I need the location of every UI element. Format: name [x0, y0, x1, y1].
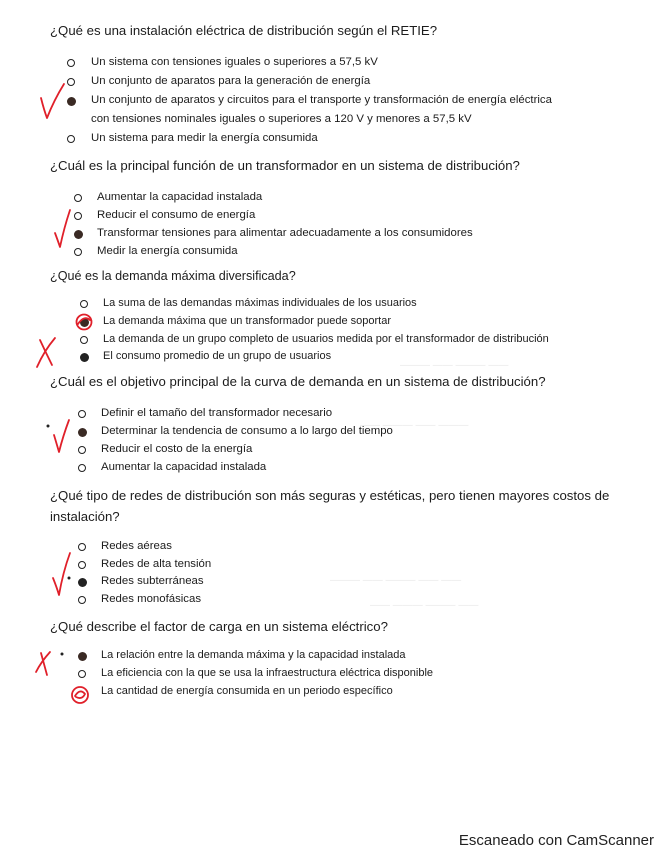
q2-option-1: Aumentar la capacidad instalada	[97, 191, 263, 203]
question-4-text: ¿Cuál es el objetivo principal de la curva de demanda en un sistema de distribución?	[50, 374, 546, 389]
bleed-through-text: —— ——— ——— ——	[370, 600, 479, 611]
cross-icon	[36, 652, 50, 672]
q2-option-4: Medir la energía consumida	[97, 245, 238, 257]
q2-option-2: Reducir el consumo de energía	[97, 209, 256, 221]
q3-option-2: La demanda máxima que un transformador puede soportar	[103, 315, 392, 327]
q1-option-4: Un sistema para medir la energía consumida	[91, 132, 318, 144]
q1-option-1: Un sistema con tensiones iguales o superiores a 57,5 kV	[91, 56, 378, 68]
circle-mark-icon	[78, 318, 90, 324]
checkmark-icon	[53, 553, 70, 595]
pen-dot-icon	[68, 577, 71, 580]
q1-option-3: Un conjunto de aparatos y circuitos para el transporte y transformación de energía eléctrica	[91, 94, 552, 106]
q5-option-4: Redes monofásicas	[101, 593, 202, 605]
question-6-text: ¿Qué describe el factor de carga en un sistema eléctrico?	[50, 619, 388, 634]
scanner-watermark: Escaneado con CamScanner	[458, 832, 654, 849]
q6-option-3: La cantidad de energía consumida en un periodo específico	[101, 685, 393, 697]
q4-option-2: Determinar la tendencia de consumo a lo largo del tiempo	[101, 425, 393, 437]
bleed-through-text: ——— —— ——— ——	[400, 360, 509, 371]
q1-option-3-continuation: con tensiones nominales iguales o superiores a 120 V y menores a 57,5 kV	[91, 113, 472, 125]
question-1-text: ¿Qué es una instalación eléctrica de distribución según el RETIE?	[50, 23, 438, 38]
circle-mark-icon	[72, 687, 88, 703]
question-3-text: ¿Qué es la demanda máxima diversificada?	[50, 269, 296, 283]
bleed-through-text: —— ——— —— ———	[360, 420, 469, 431]
circle-mark-icon	[75, 691, 85, 698]
q5-option-1: Redes aéreas	[101, 540, 172, 552]
checkmark-icon	[41, 84, 64, 118]
q4-option-3: Reducir el costo de la energía	[101, 443, 253, 455]
bleed-through-text: ——— —— ——— —— ——	[330, 575, 462, 586]
q3-option-4: El consumo promedio de un grupo de usuarios	[103, 350, 332, 362]
checkmark-icon	[55, 210, 70, 247]
pen-dot-icon	[61, 653, 64, 656]
q2-option-3: Transformar tensiones para alimentar adecuadamente a los consumidores	[97, 227, 473, 239]
question-2-text: ¿Cuál es la principal función de un transformador en un sistema de distribución?	[50, 158, 520, 173]
checkmark-icon	[54, 420, 69, 452]
q5-option-3: Redes subterráneas	[101, 575, 204, 587]
q1-option-2: Un conjunto de aparatos para la generación de energía	[91, 75, 371, 87]
q3-option-3: La demanda de un grupo completo de usuarios medida por el transformador de distribución	[103, 333, 549, 345]
q5-option-2: Redes de alta tensión	[101, 558, 212, 570]
q6-option-2: La eficiencia con la que se usa la infraestructura eléctrica disponible	[101, 667, 434, 679]
q6-option-1: La relación entre la demanda máxima y la capacidad instalada	[101, 649, 406, 661]
q4-option-1: Definir el tamaño del transformador necesario	[101, 407, 333, 419]
question-5-text: ¿Qué tipo de redes de distribución son más seguras y estéticas, pero tienen mayores costos de instalación?	[50, 488, 610, 524]
pen-dot-icon	[47, 425, 50, 428]
q4-option-4: Aumentar la capacidad instalada	[101, 461, 267, 473]
q3-option-1: La suma de las demandas máximas individuales de los usuarios	[103, 297, 417, 309]
